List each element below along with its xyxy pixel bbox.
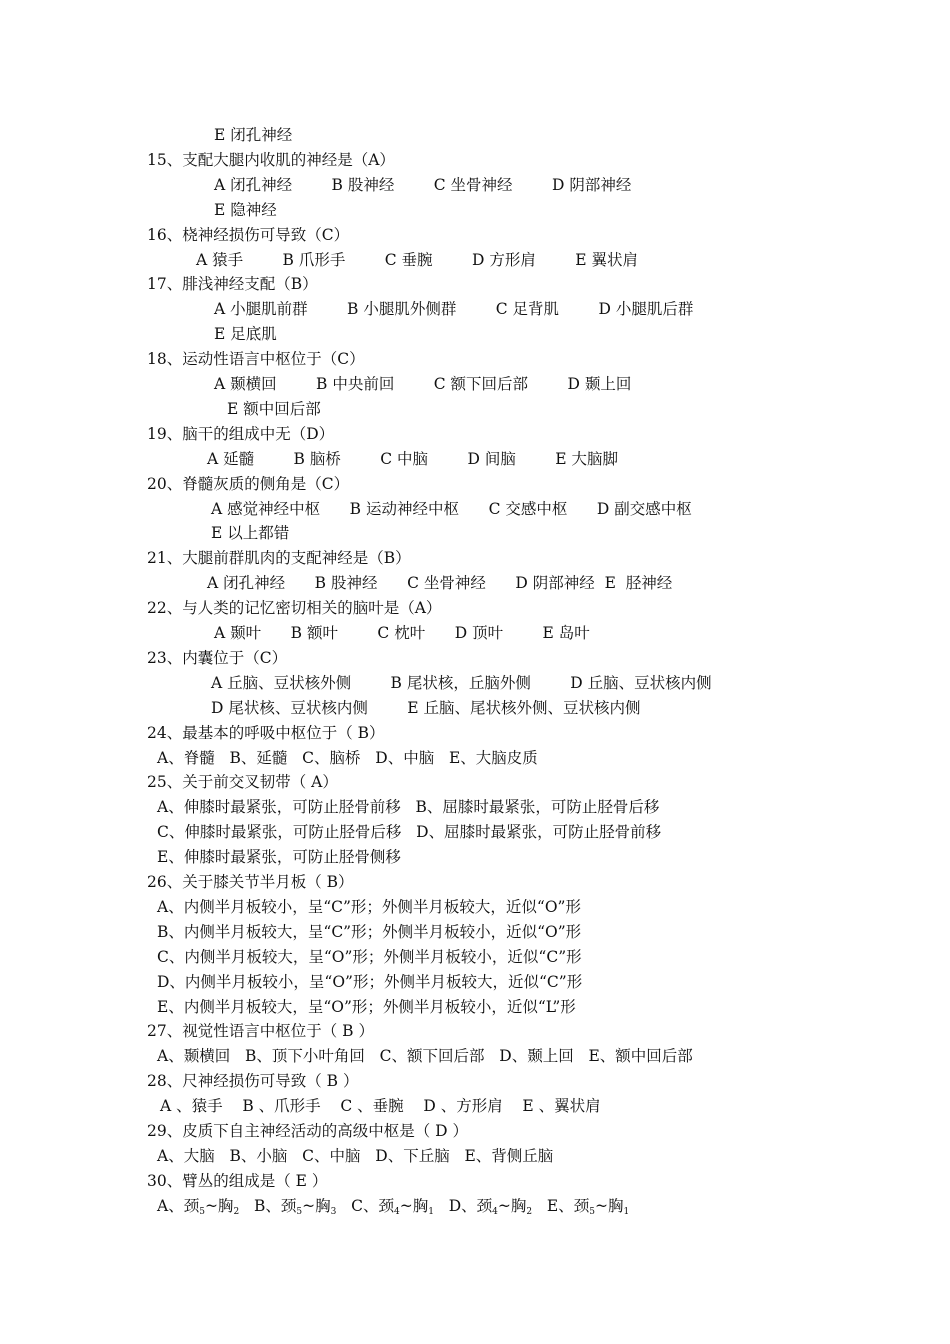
text-line: A 颞叶 B 额叶 C 枕叶 D 顶叶 E 岛叶 bbox=[214, 624, 590, 642]
text-line: C、伸膝时最紧张，可防止胫骨后移 D、屈膝时最紧张，可防止胫骨前移 bbox=[157, 823, 662, 842]
option-item bbox=[254, 1197, 351, 1215]
text-line: D、内侧半月板较小，呈“O”形；外侧半月板较大，近似“C”形 bbox=[157, 972, 583, 991]
subscript-start: 5 bbox=[296, 1206, 303, 1217]
text-line: A 小腿肌前群 B 小腿肌外侧群 C 足背肌 D 小腿肌后群 bbox=[214, 300, 694, 319]
text-line: 19、脑干的组成中无（D） bbox=[147, 424, 335, 443]
option-label: B、颈 bbox=[253, 1196, 297, 1215]
text-line: E 足底肌 bbox=[214, 325, 277, 344]
text-line: C、内侧半月板较大，呈“O”形；外侧半月板较小，近似“C”形 bbox=[157, 947, 582, 966]
option-mid: ~胸 bbox=[302, 1196, 331, 1215]
text-line: 20、脊髓灰质的侧角是（C） bbox=[147, 474, 350, 493]
text-line: E、伸膝时最紧张，可防止胫骨侧移 bbox=[157, 848, 401, 867]
option-label: C、颈 bbox=[351, 1196, 394, 1215]
option-item bbox=[351, 1197, 449, 1215]
subscript-end: 1 bbox=[623, 1206, 630, 1217]
subscript-end: 1 bbox=[428, 1206, 434, 1217]
option-label: E、颈 bbox=[546, 1196, 590, 1215]
text-line: 16、桡神经损伤可导致（C） bbox=[147, 225, 350, 244]
text-line: A、脊髓 B、延髓 C、脑桥 D、中脑 E、大脑皮质 bbox=[157, 748, 538, 767]
text-line: E 隐神经 bbox=[214, 200, 277, 219]
text-line: A 颞横回 B 中央前回 C 额下回后部 D 颞上回 bbox=[214, 375, 632, 393]
option-mid: ~胸 bbox=[399, 1196, 429, 1215]
text-line: 18、运动性语言中枢位于（C） bbox=[147, 350, 365, 369]
option-mid: ~胸 bbox=[204, 1196, 234, 1215]
text-line: A、伸膝时最紧张，可防止胫骨前移 B、屈膝时最紧张，可防止胫骨后移 bbox=[157, 798, 660, 817]
text-line: 21、大腿前群肌肉的支配神经是（B） bbox=[147, 549, 411, 568]
option-item bbox=[157, 1197, 254, 1215]
text-line: A 丘脑、豆状核外侧 B 尾状核，丘脑外侧 D 丘脑、豆状核内侧 bbox=[211, 673, 712, 692]
text-line: 24、最基本的呼吸中枢位于（ B） bbox=[147, 723, 385, 742]
text-line: A 猿手 B 爪形手 C 垂腕 D 方形肩 E 翼状肩 bbox=[196, 250, 638, 269]
subscript-start: 4 bbox=[492, 1206, 498, 1217]
option-item bbox=[449, 1197, 547, 1215]
option-label: A、颈 bbox=[157, 1196, 200, 1215]
option-mid: ~胸 bbox=[594, 1196, 624, 1215]
text-line: A 、猿手 B 、爪形手 C 、垂腕 D 、方形肩 E 、翼状肩 bbox=[160, 1097, 601, 1116]
text-line: A、大脑 B、小脑 C、中脑 D、下丘脑 E、背侧丘脑 bbox=[157, 1146, 554, 1165]
subscript-end: 2 bbox=[233, 1206, 240, 1217]
subscript-start: 5 bbox=[199, 1206, 205, 1217]
text-line: B、内侧半月板较大，呈“C”形；外侧半月板较小，近似“O”形 bbox=[157, 922, 582, 941]
text-line: 26、关于膝关节半月板（ B） bbox=[147, 873, 354, 891]
text-line: 25、关于前交叉韧带（ A） bbox=[147, 773, 338, 792]
subscript-start: 5 bbox=[589, 1206, 595, 1217]
option-label: D、颈 bbox=[448, 1196, 493, 1215]
subscript-end: 2 bbox=[526, 1206, 533, 1217]
question-30: 30、臂丛的组成是（ E ） bbox=[147, 1171, 328, 1190]
text-line: A 延髓 B 脑桥 C 中脑 D 间脑 E 大脑脚 bbox=[207, 449, 618, 468]
text-line: E 额中回后部 bbox=[227, 399, 321, 418]
text-line: A 闭孔神经 B 股神经 C 坐骨神经 D 阴部神经 E 胫神经 bbox=[207, 574, 673, 593]
text-line: A 感觉神经中枢 B 运动神经中枢 C 交感中枢 D 副交感中枢 bbox=[211, 499, 692, 518]
subscript-end: 3 bbox=[330, 1206, 337, 1217]
text-line: 17、腓浅神经支配（B） bbox=[147, 275, 318, 294]
text-line: 15、支配大腿内收肌的神经是（A） bbox=[147, 150, 395, 169]
text-line: A、颞横回 B、顶下小叶角回 C、额下回后部 D、颞上回 E、额中回后部 bbox=[157, 1047, 693, 1066]
text-line: A、内侧半月板较小，呈“C”形；外侧半月板较大，近似“O”形 bbox=[157, 897, 581, 916]
question-30-options bbox=[157, 1194, 629, 1219]
text-line: E 以上都错 bbox=[211, 524, 290, 543]
text-line: 23、内囊位于（C） bbox=[147, 648, 288, 667]
text-line: A 闭孔神经 B 股神经 C 坐骨神经 D 阴部神经 bbox=[214, 175, 632, 194]
text-line: 28、尺神经损伤可导致（ B ） bbox=[147, 1072, 359, 1091]
text-line: 29、皮质下自主神经活动的高级中枢是（ D ） bbox=[147, 1122, 469, 1140]
text-line: 22、与人类的记忆密切相关的脑叶是（A） bbox=[147, 599, 442, 618]
text-line: E、内侧半月板较大，呈“O”形；外侧半月板较小，近似“L”形 bbox=[157, 997, 576, 1016]
option-item bbox=[547, 1197, 629, 1215]
subscript-start: 4 bbox=[393, 1206, 400, 1217]
text-line: D 尾状核、豆状核内侧 E 丘脑、尾状核外侧、豆状核内侧 bbox=[211, 698, 641, 717]
text-line: 27、视觉性语言中枢位于（ B ） bbox=[147, 1022, 374, 1041]
option-mid: ~胸 bbox=[497, 1196, 527, 1215]
text-line: E 闭孔神经 bbox=[214, 126, 293, 144]
